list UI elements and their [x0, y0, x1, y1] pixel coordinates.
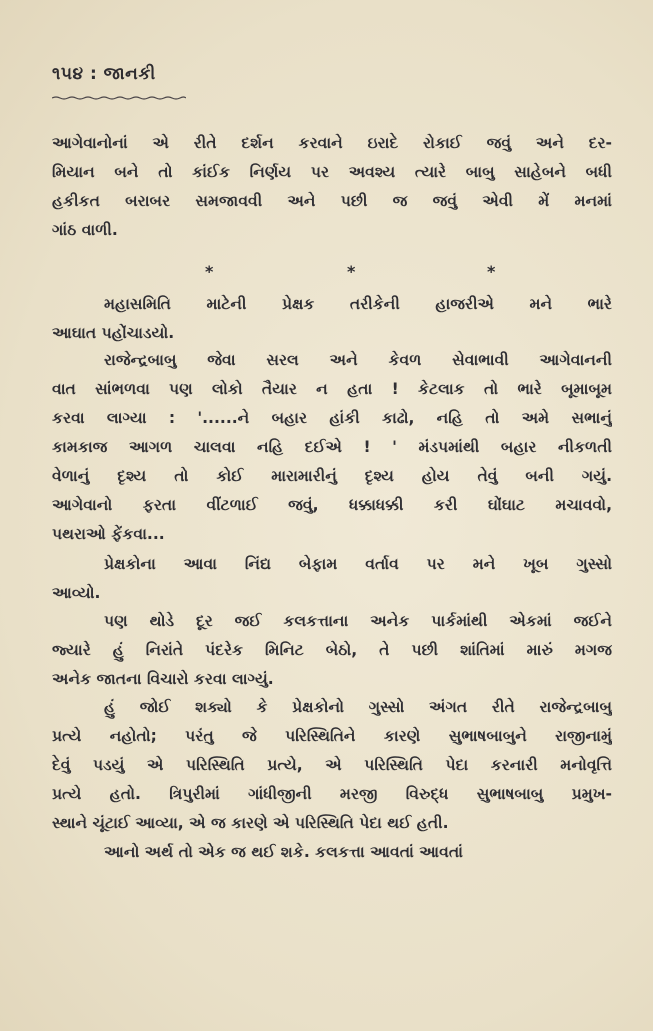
text-line: કરવા લાગ્યા : '......ને બહાર હાંકી કાઢો, નહિ તો અમે સભાનું: [52, 409, 612, 427]
paragraph-4: [52, 550, 612, 608]
text-line: પણ થોડે દૂર જઈ કલકત્તાના અનેક પાર્કમાંથી એકમાં જઈને: [104, 612, 612, 630]
text-line: આઘાત પહોંચાડયો.: [52, 324, 175, 342]
section-separator: [0, 262, 653, 282]
text-line: સ્થાને ચૂંટાઈ આવ્યા, એ જ કારણે એ પરિસ્થિતિ પેદા થઈ હતી.: [52, 814, 449, 832]
text-line: વેળાનું દૃશ્ય તો કોઈ મારામારીનું દૃશ્ય હોય તેવું બની ગયું.: [52, 467, 612, 485]
text-line: આનો અર્થ તો એક જ થઈ શકે. કલકત્તા આવતાં આવતાં: [104, 843, 463, 861]
text-line: હું જોઈ શક્યો કે પ્રેક્ષકોનો ગુસ્સો અંગત રીતે રાજેન્દ્રબાબુ: [104, 698, 612, 716]
separator-star: *: [205, 262, 214, 281]
separator-star: *: [347, 262, 356, 281]
text-line: આગેવાનોનાં એ રીતે દર્શન કરવાને ઇરાદે રોકાઈ જવું અને દર-: [52, 134, 612, 152]
paragraph-5: [52, 607, 612, 694]
paragraph-3: [52, 346, 612, 549]
paragraph-2: [52, 290, 612, 348]
text-line: હકીકત બરાબર સમજાવવી અને પછી જ જવું એવી મેં મનમાં: [52, 192, 612, 210]
text-line: ગાંઠ વાળી.: [52, 221, 118, 239]
text-line: જ્યારે હું નિરાંતે પંદરેક મિનિટ બેઠો, તે પછી શાંતિમાં મારું મગજ: [52, 641, 612, 659]
text-line: પ્રેક્ષકોના આવા નિંદ્ય બેફામ વર્તાવ પર મને ખૂબ ગુસ્સો: [104, 555, 612, 573]
paragraph-1: [52, 129, 612, 245]
text-line: આગેવાનો ફરતા વીંટળાઈ જવું, ધક્કાધક્કી કરી ઘોંઘાટ મચાવવો,: [52, 496, 612, 514]
heading-underline-ornament: [52, 96, 186, 100]
text-line: દેવું પડયું એ પરિસ્થિતિ પ્રત્યે, એ પરિસ્થિતિ પેદા કરનારી મનોવૃત્તિ: [52, 756, 612, 774]
text-line: કામકાજ આગળ ચાલવા નહિ દઈએ ! ' મંડપમાંથી બહાર નીકળતી: [52, 438, 612, 456]
paragraph-7: [52, 838, 612, 867]
text-line: આવ્યો.: [52, 584, 101, 602]
text-line: પ્રત્યે નહોતો; પરંતુ જે પરિસ્થિતિને કારણે સુભાષબાબુને રાજીનામું: [52, 727, 612, 745]
text-line: પથરાઓ ફેંકવા...: [52, 525, 165, 543]
paragraph-6: [52, 693, 612, 838]
text-line: મિયાન બને તો કાંઈક નિર્ણય પર અવશ્ય ત્યારે બાબુ સાહેબને બધી: [52, 163, 612, 181]
text-line: મહાસમિતિ માટેની પ્રેક્ષક તરીકેની હાજરીએ મને ભારે: [104, 295, 612, 313]
text-line: અનેક જાતના વિચારો કરવા લાગ્યું.: [52, 670, 274, 688]
text-line: વાત સાંભળવા પણ લોકો તૈયાર ન હતા ! કેટલાક તો ભારે બૂમાબૂમ: [52, 380, 612, 398]
separator-star: *: [487, 262, 496, 281]
text-line: પ્રત્યે હતો. ત્રિપુરીમાં ગાંધીજીની મરજી વિરુદ્ધ સુભાષબાબુ પ્રમુખ-: [52, 785, 612, 803]
page-heading: ૧૫૪ : જાનકી: [52, 64, 156, 84]
text-line: રાજેન્દ્રબાબુ જેવા સરલ અને કેવળ સેવાભાવી આગેવાનની: [104, 351, 612, 369]
